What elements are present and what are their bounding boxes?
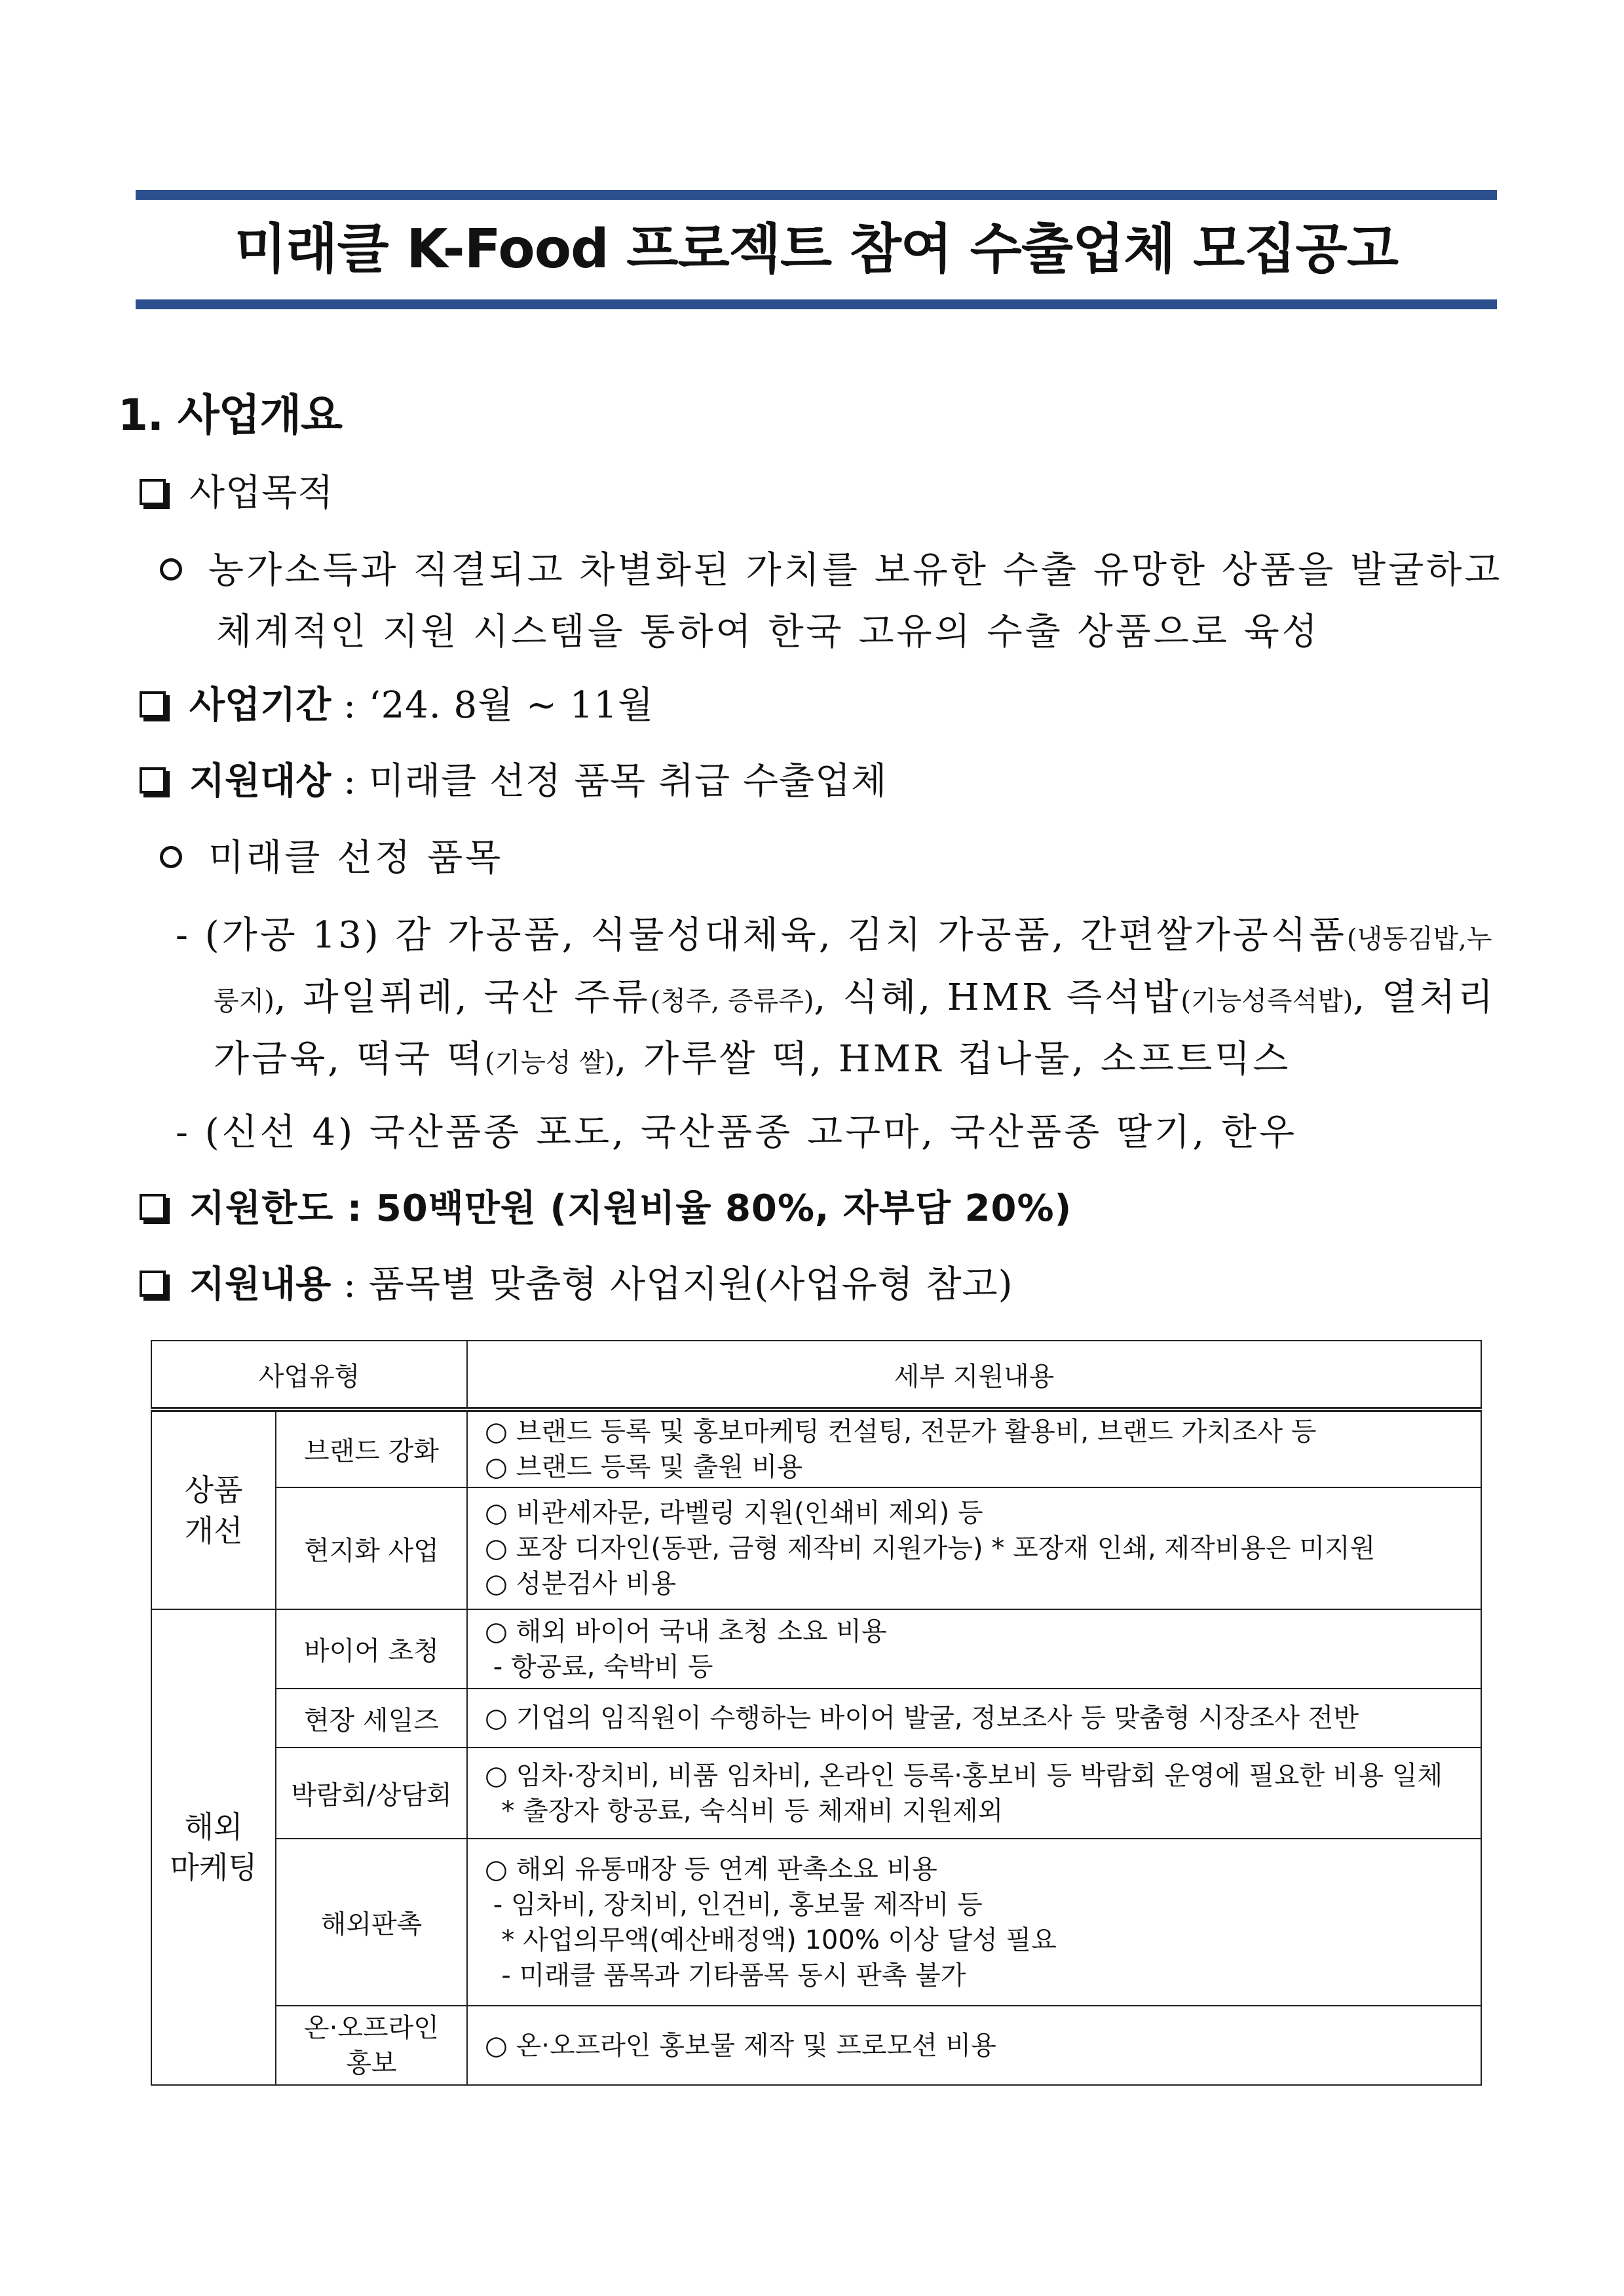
- content-label: 지원내용: [189, 1263, 331, 1306]
- section-heading: 1. 사업개요: [118, 390, 342, 440]
- processed-line-1: - (가공 13) 감 가공품, 식물성대체육, 김치 가공품, 간편쌀가공식품(냉동김밥,누: [176, 914, 1492, 957]
- purpose-line-1: [160, 541, 1502, 594]
- target-row: [140, 752, 887, 805]
- content-value: : 품목별 맞춤형 사업지원(사업유형 참고): [343, 1263, 1013, 1306]
- checkbox-square-icon: [140, 1194, 166, 1220]
- type-cell: 현지화 사업: [276, 1487, 467, 1610]
- period-label: 사업기간: [189, 684, 331, 727]
- period-row: [140, 676, 654, 729]
- purpose-label: 사업목적: [189, 472, 334, 514]
- table-row: [151, 1409, 1481, 1487]
- title-rule-top: [136, 190, 1497, 200]
- detail-cell: ○ 임차·장치비, 비품 임차비, 온라인 등록·홍보비 등 박람회 운영에 필요한 비용 일체 * 출장자 항공료, 숙식비 등 체재비 지원제외: [467, 1748, 1481, 1839]
- detail-cell: ○ 비관세자문, 라벨링 지원(인쇄비 제외) 등 ○ 포장 디자인(동판, 금형 제작비 지원가능) * 포장재 인쇄, 제작비용은 미지원 ○ 성분검사 비용: [467, 1487, 1481, 1610]
- page-title: 미래클 K-Food 프로젝트 참여 수출업체 모집공고: [235, 218, 1398, 280]
- circle-bullet-icon: [160, 846, 182, 868]
- items-row: [160, 829, 503, 881]
- header-detail: 세부 지원내용: [467, 1341, 1481, 1409]
- limit-value: : 50백만원 (지원비율 80%, 자부담 20%): [347, 1187, 1072, 1230]
- type-cell: 박람회/상담회: [276, 1748, 467, 1839]
- checkbox-square-icon: [140, 479, 166, 505]
- type-cell: 온·오프라인 홍보: [276, 2006, 467, 2085]
- detail-cell: ○ 온·오프라인 홍보물 제작 및 프로모션 비용: [467, 2006, 1481, 2085]
- table-row: [151, 1748, 1481, 1839]
- checkbox-square-icon: [140, 1271, 166, 1297]
- group-product-improvement: 상품 개선: [151, 1409, 276, 1609]
- circle-bullet-icon: [160, 558, 182, 581]
- type-cell: 바이어 초청: [276, 1609, 467, 1689]
- detail-cell: ○ 브랜드 등록 및 홍보마케팅 컨설팅, 전문가 활용비, 브랜드 가치조사 등 ○ 브랜드 등록 및 출원 비용: [467, 1409, 1481, 1487]
- type-cell: 브랜드 강화: [276, 1409, 467, 1487]
- table-row: [151, 1839, 1481, 2006]
- table-row: [151, 1487, 1481, 1610]
- table-row: [151, 1689, 1481, 1748]
- table-header-row: [151, 1341, 1481, 1409]
- checkbox-square-icon: [140, 691, 166, 718]
- business-type-table: [151, 1340, 1482, 2086]
- target-label: 지원대상: [189, 760, 331, 803]
- limit-row: [140, 1179, 1072, 1232]
- processed-line-3: 가금육, 떡국 떡(기능성 쌀), 가루쌀 떡, HMR 컵나물, 소프트믹스: [214, 1038, 1291, 1081]
- type-cell: 해외판촉: [276, 1839, 467, 2006]
- table-row: [151, 1609, 1481, 1689]
- processed-line-2: 룽지), 과일퓌레, 국산 주류(청주, 증류주), 식혜, HMR 즉석밥(기능성즉석밥), 열처리: [214, 976, 1496, 1019]
- checkbox-square-icon: [140, 767, 166, 794]
- type-cell: 현장 세일즈: [276, 1689, 467, 1748]
- purpose-row: [140, 464, 333, 516]
- purpose-text-1: 농가소득과 직결되고 차별화된 가치를 보유한 수출 유망한 상품을 발굴하고: [208, 549, 1503, 592]
- detail-cell: ○ 해외 바이어 국내 초청 소요 비용 - 항공료, 숙박비 등: [467, 1609, 1481, 1689]
- fresh-line: - (신선 4) 국산품종 포도, 국산품종 고구마, 국산품종 딸기, 한우: [176, 1111, 1298, 1154]
- purpose-line-2: 체계적인 지원 시스템을 통하여 한국 고유의 수출 상품으로 육성: [216, 611, 1320, 653]
- limit-label: 지원한도: [189, 1187, 334, 1230]
- target-value: : 미래클 선정 품목 취급 수출업체: [343, 760, 888, 803]
- title-rule-bottom: [136, 299, 1497, 309]
- items-label: 미래클 선정 품목: [208, 837, 504, 879]
- content-row: [140, 1255, 1013, 1308]
- title-block: [136, 190, 1497, 309]
- table-row: [151, 2006, 1481, 2085]
- period-value: : ‘24. 8월 ~ 11월: [343, 684, 654, 727]
- detail-cell: ○ 해외 유통매장 등 연계 판촉소요 비용 - 임차비, 장치비, 인건비, 홍보물 제작비 등 * 사업의무액(예산배정액) 100% 이상 달성 필요 - 미래클 품목과 기타품목 동시 판촉 불가: [467, 1839, 1481, 2006]
- header-business-type: 사업유형: [151, 1341, 467, 1409]
- group-overseas-marketing: 해외 마케팅: [151, 1609, 276, 2085]
- detail-cell: ○ 기업의 임직원이 수행하는 바이어 발굴, 정보조사 등 맞춤형 시장조사 전반: [467, 1689, 1481, 1748]
